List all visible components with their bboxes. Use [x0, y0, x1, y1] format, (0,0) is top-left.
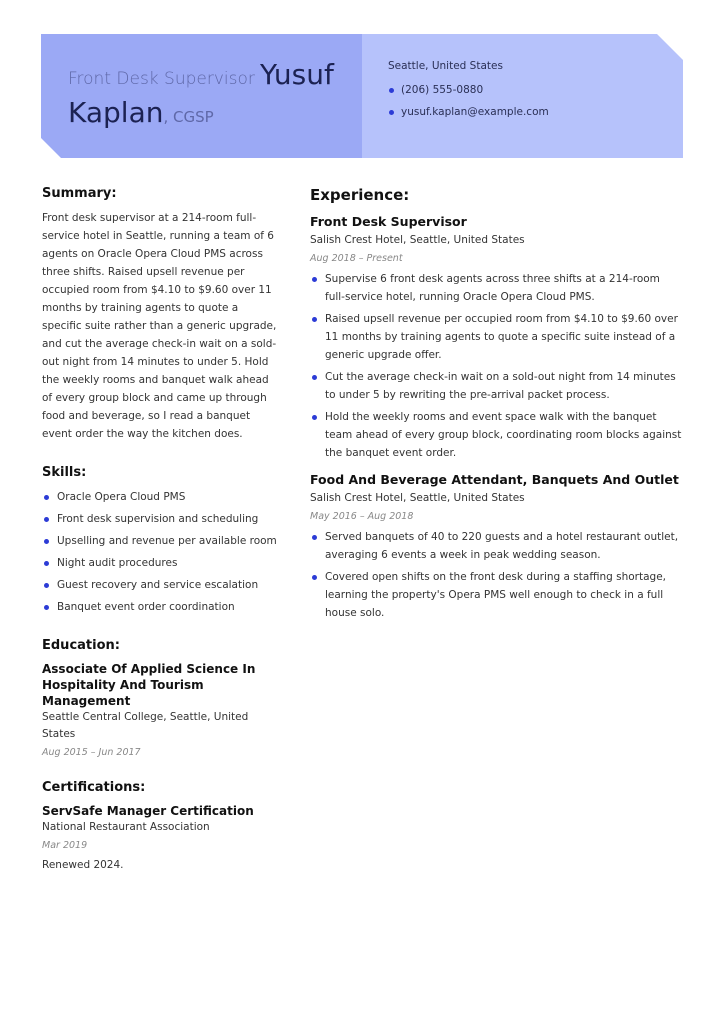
role-title: Front Desk Supervisor [68, 69, 255, 89]
skill-item: Upselling and revenue per available room [42, 532, 280, 550]
skills-section [42, 465, 280, 616]
skill-item: Guest recovery and service escalation [42, 576, 280, 594]
job-entry [310, 214, 682, 462]
left-column [42, 186, 280, 896]
last-name: Kaplan [68, 96, 164, 129]
email: yusuf.kaplan@example.com [388, 106, 668, 118]
job-title: Front Desk Supervisor [310, 214, 467, 229]
first-name: Yusuf [260, 58, 334, 91]
credential: , CGSP [163, 108, 214, 126]
job-dates: Aug 2018 – Present [310, 253, 403, 264]
name-block [68, 58, 358, 134]
education-section [42, 638, 280, 758]
location: Seattle, United States [388, 60, 503, 72]
summary-text: Front desk supervisor at a 214-room full-service hotel in Seattle, running a team of 6 agents on Oracle Opera Cloud PMS across three shifts. Raised upsell revenue per occupied room from $4.10 to $9.60 over 11 months by training agents to quote a specific suite rather than a generic upgrade, and cut the average check-in wait on a sold-out night from 14 minutes to under 5. Hold the weekly rooms and banquet walk ahead of every group block and came up through food and beverage, so I read a banquet event order the way the kitchen does. [42, 212, 277, 440]
job-bullet: Served banquets of 40 to 220 guests and a hotel restaurant outlet, averaging 6 events a week in peak wedding season. [310, 528, 682, 564]
certification-name: ServSafe Manager Certification [42, 804, 254, 818]
job-company: Salish Crest Hotel, Seattle, United States [310, 234, 525, 246]
degree: Associate Of Applied Science In Hospitality And Tourism Management [42, 662, 256, 708]
certifications-section [42, 780, 280, 874]
skill-item: Night audit procedures [42, 554, 280, 572]
summary-heading: Summary: [42, 186, 117, 201]
job-company: Salish Crest Hotel, Seattle, United States [310, 492, 525, 504]
skill-item: Oracle Opera Cloud PMS [42, 488, 280, 506]
certification-issuer: National Restaurant Association [42, 821, 210, 833]
job-bullet: Hold the weekly rooms and event space walk with the banquet team ahead of every group block, coordinating room blocks against the banquet event order. [310, 408, 682, 462]
job-entry [310, 472, 682, 622]
school: Seattle Central College, Seattle, United States [42, 711, 249, 740]
job-bullet: Supervise 6 front desk agents across three shifts at a 214-room full-service hotel, running Oracle Opera Cloud PMS. [310, 270, 682, 306]
summary-section [42, 186, 280, 443]
skills-heading: Skills: [42, 465, 87, 480]
right-column [310, 186, 682, 632]
job-title: Food And Beverage Attendant, Banquets And Outlet [310, 472, 679, 487]
contact-info [388, 60, 668, 128]
skill-item: Banquet event order coordination [42, 598, 280, 616]
skill-item: Front desk supervision and scheduling [42, 510, 280, 528]
job-dates: May 2016 – Aug 2018 [310, 511, 414, 522]
job-bullet: Cut the average check-in wait on a sold-out night from 14 minutes to under 5 by rewriting the pre-arrival packet process. [310, 368, 682, 404]
education-heading: Education: [42, 638, 120, 653]
certifications-heading: Certifications: [42, 780, 146, 795]
certification-note: Renewed 2024. [42, 859, 124, 871]
certification-date: Mar 2019 [42, 840, 88, 851]
education-dates: Aug 2015 – Jun 2017 [42, 747, 141, 758]
phone: (206) 555-0880 [388, 84, 668, 96]
experience-heading: Experience: [310, 186, 410, 204]
job-bullet: Covered open shifts on the front desk during a staffing shortage, learning the property's Opera PMS well enough to check in a full house solo. [310, 568, 682, 622]
job-bullet: Raised upsell revenue per occupied room from $4.10 to $9.60 over 11 months by training agents to quote a specific suite instead of a generic upgrade offer. [310, 310, 682, 364]
